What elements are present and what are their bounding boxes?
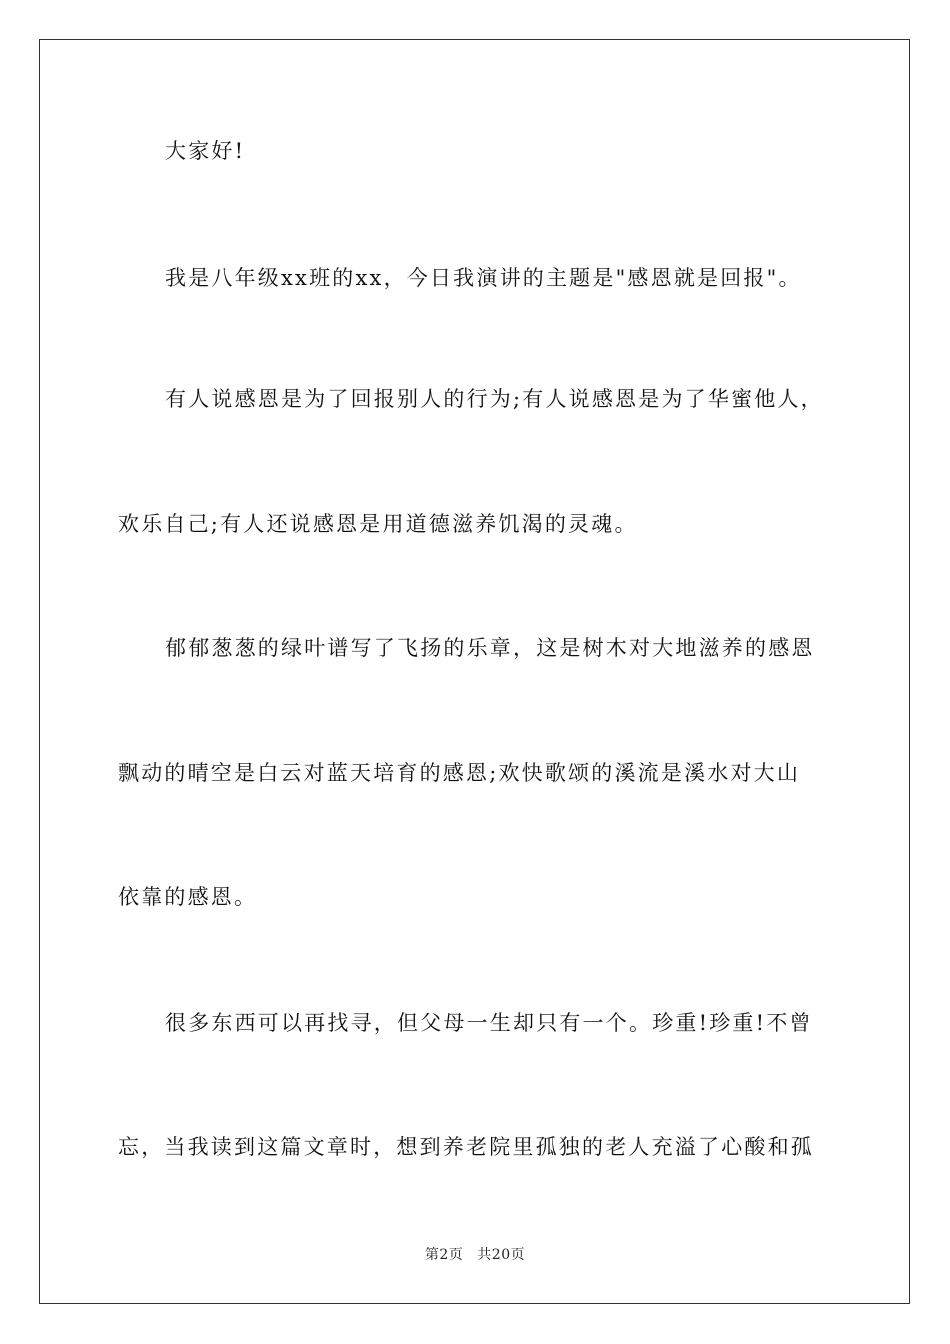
paragraph-line: 有人说感恩是为了回报别人的行为;有人说感恩是为了华蜜他人，: [165, 387, 824, 411]
paragraph-line: 欢乐自己;有人还说感恩是用道德滋养饥渴的灵魂。: [118, 512, 638, 536]
paragraph-line: 依靠的感恩。: [118, 885, 258, 909]
paragraph-line: 郁郁葱葱的绿叶谱写了飞扬的乐章，这是树木对大地滋养的感恩: [165, 636, 815, 660]
page-total: 共20页: [477, 1247, 526, 1263]
paragraph-line: 忘，当我读到这篇文章时，想到养老院里孤独的老人充溢了心酸和孤: [118, 1135, 814, 1159]
page-footer: [0, 1244, 950, 1264]
paragraph-line: 很多东西可以再找寻，但父母一生却只有一个。珍重!珍重!不曾: [165, 1011, 813, 1035]
page-border: [39, 39, 910, 1304]
page-number: 第2页: [424, 1247, 464, 1263]
paragraph-line-greeting: 大家好!: [165, 139, 246, 163]
paragraph-line-intro: 我是八年级xx班的xx，今日我演讲的主题是"感恩就是回报"。: [165, 266, 802, 290]
paragraph-line: 飘动的晴空是白云对蓝天培育的感恩;欢快歌颂的溪流是溪水对大山: [118, 761, 801, 785]
